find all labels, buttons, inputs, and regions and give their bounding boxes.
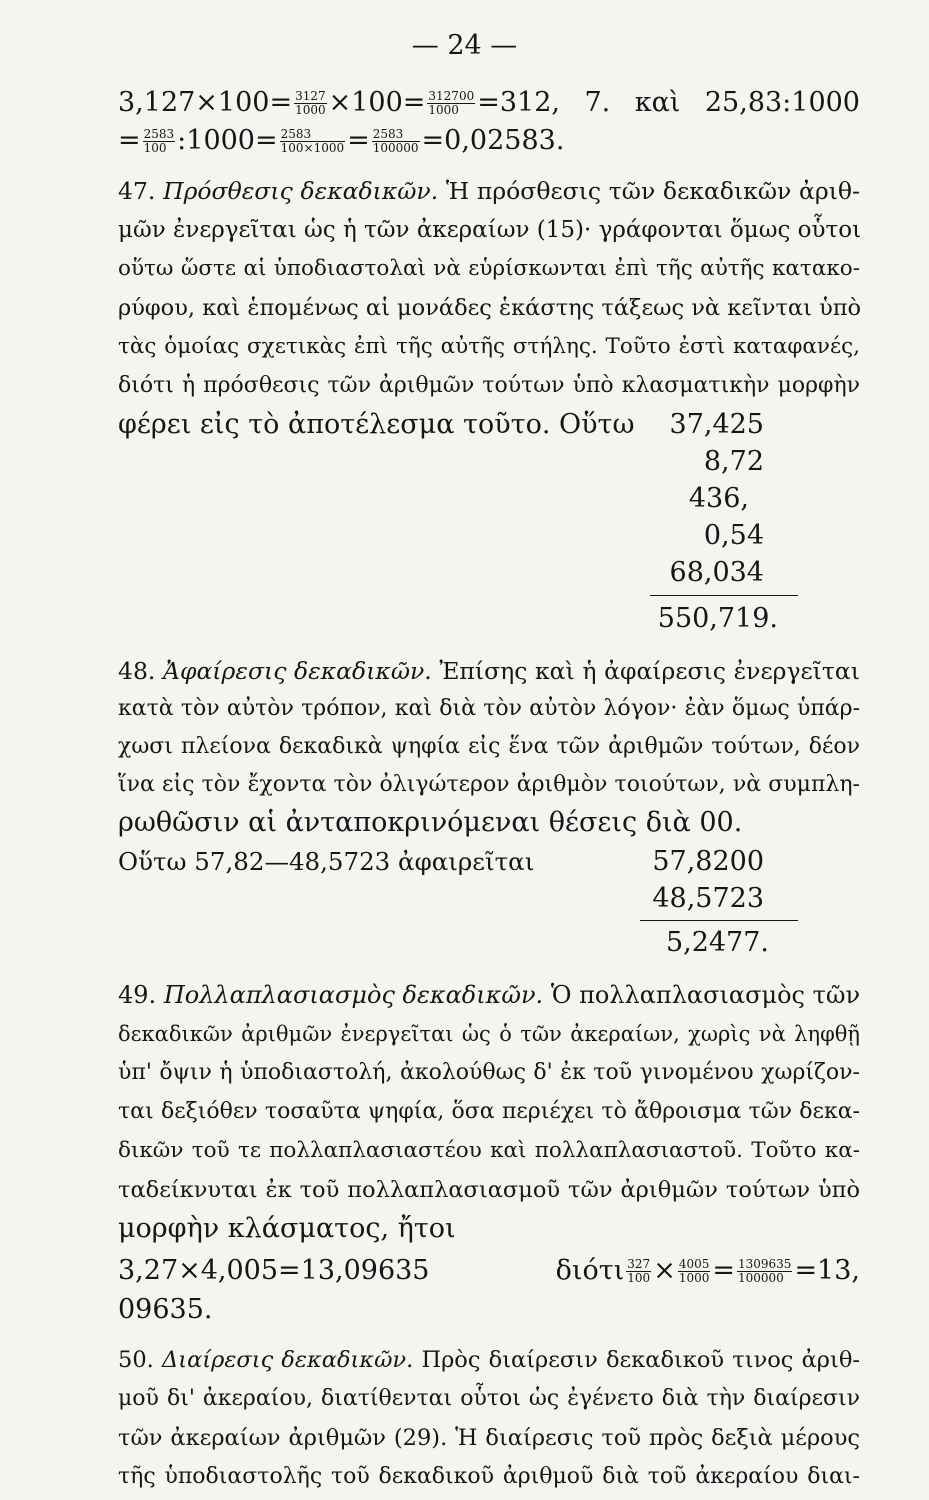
sum-rule	[650, 595, 798, 596]
equation-text: 3,27×4,005=13,09635 διότι	[118, 1255, 625, 1286]
section-title: Διαίρεσις δεκαδικῶν.	[162, 1347, 414, 1373]
fraction: $\frac{1309635}{100000}$	[737, 1257, 792, 1285]
equation-text: =	[118, 125, 141, 156]
equation-text: ×100=	[328, 87, 426, 118]
paragraph-text: Ὁ πολλαπλασιασμὸς τῶν	[550, 981, 861, 1009]
paragraph-line: δεκαδικῶν ἀριθμῶν ἐνεργεῖται ὡς ὁ τῶν ἀκεραίων, χωρὶς νὰ ληφθῇ	[118, 1022, 860, 1046]
section-47-heading-line	[118, 172, 860, 210]
section-number: 48.	[118, 657, 156, 685]
section-50-heading-line	[118, 1341, 860, 1379]
paragraph-line: ταδείκνυται ἐκ τοῦ πολλαπλασιασμοῦ τῶν ἀριθμῶν τούτων ὑπὸ	[118, 1177, 860, 1203]
subtraction-example: Οὕτω 57,82—48,5723 ἀφαιρεῖται	[118, 847, 535, 876]
paragraph-line: χωσι πλείονα δεκαδικὰ ψηφία εἰς ἕνα τῶν ἀριθμῶν τούτων, δέον	[118, 734, 860, 759]
section-48-heading-line	[118, 652, 860, 690]
paragraph-line: μορφὴν κλάσματος, ἤτοι	[118, 1213, 456, 1244]
equation-text: =312, 7. καὶ 25,83:1000	[477, 87, 860, 118]
fraction: $\frac{312700}{1000}$	[428, 89, 475, 117]
paragraph-line: μοῦ δι' ἀκεραίου, διατίθενται οὗτοι ὡς ἐγένετο διὰ τὴν διαίρεσιν	[118, 1386, 860, 1411]
fraction: $\frac{2583}{100000}$	[372, 127, 419, 155]
paragraph-text: Ἐπίσης καὶ ἡ ἀφαίρεσις ἐνεργεῖται	[439, 657, 860, 685]
paragraph-line: ται δεξιόθεν τοσαῦτα ψηφία, ὅσα περιέχει τὸ ἄθροισμα τῶν δεκα-	[118, 1099, 860, 1124]
paragraph-line: φέρει εἰς τὸ ἀποτέλεσμα τοῦτο. Οὕτω	[118, 409, 635, 440]
section-number: 47.	[118, 177, 156, 205]
addend: 0,54	[703, 520, 764, 551]
equation-text: =0,02583.	[421, 125, 565, 156]
paragraph-line: δικῶν τοῦ τε πολλαπλασιαστέου καὶ πολλαπλασιαστοῦ. Τοῦτο κα-	[118, 1138, 860, 1163]
fraction: $\frac{3127}{1000}$	[295, 89, 326, 117]
equation-text: :1000=	[177, 125, 278, 156]
page-number: — 24 —	[411, 30, 518, 61]
paragraph-line: διότι ἡ πρόσθεσις τῶν ἀριθμῶν τούτων ὑπὸ κλασματικὴν μορφὴν	[118, 373, 860, 398]
fraction: $\frac{327}{100}$	[627, 1257, 651, 1285]
multiplication-equation	[118, 1252, 860, 1290]
paragraph-text: Ἡ πρόσθεσις τῶν δεκαδικῶν ἀριθ-	[445, 177, 860, 205]
equation-text: =13,	[794, 1255, 860, 1286]
fraction: $\frac{2583}{100\times 1000}$	[280, 127, 345, 155]
equation-line-2	[118, 122, 860, 160]
fraction: $\frac{4005}{1000}$	[678, 1257, 710, 1285]
section-49-heading-line	[118, 976, 860, 1014]
equation-text: =	[712, 1255, 735, 1286]
subtrahend: 48,5723	[652, 883, 764, 914]
paragraph-line: ἵνα εἰς τὸν ἔχοντα τὸν ὀλιγώτερον ἀριθμὸν τοιούτων, νὰ συμπλη-	[118, 772, 860, 797]
difference-rule	[640, 920, 798, 921]
equation-text: ×	[653, 1255, 676, 1286]
equation-text: =	[347, 125, 370, 156]
section-title: Ἀφαίρεσις δεκαδικῶν.	[163, 657, 432, 685]
section-number: 49.	[118, 981, 157, 1009]
paragraph-line: μῶν ἐνεργεῖται ὡς ἡ τῶν ἀκεραίων (15)· γράφονται ὅμως οὗτοι	[118, 217, 862, 243]
paragraph-line: ρωθῶσιν αἱ ἀνταποκρινόμεναι θέσεις διὰ 00.	[118, 807, 743, 838]
paragraph-line: τῶν ἀκεραίων ἀριθμῶν (29). Ἡ διαίρεσις τοῦ πρὸς δεξιὰ μέρους	[118, 1425, 860, 1451]
equation-line-1	[118, 84, 860, 122]
difference-result: 5,2477.	[665, 927, 769, 958]
fraction: $\frac{2583}{100}$	[143, 127, 175, 155]
section-number: 50.	[118, 1347, 154, 1373]
addend: 436,	[688, 483, 749, 514]
paragraph-line: οὕτω ὥστε αἱ ὑποδιαστολαὶ νὰ εὑρίσκωνται ἐπὶ τῆς αὐτῆς κατακο-	[118, 256, 860, 281]
equation-continuation: 09635.	[118, 1294, 213, 1325]
addend: 37,425	[669, 409, 764, 440]
addend: 8,72	[703, 446, 764, 477]
minuend: 57,8200	[652, 846, 764, 877]
section-title: Πρόσθεσις δεκαδικῶν.	[163, 177, 439, 205]
paragraph-line: ρύφου, καὶ ἑπομένως αἱ μονάδες ἑκάστης τάξεως νὰ κεῖνται ὑπὸ	[118, 295, 862, 321]
paragraph-line: ὑπ' ὄψιν ἡ ὑποδιαστολή, ἀκολούθως δ' ἐκ τοῦ γινομένου χωρίζον-	[118, 1060, 860, 1085]
paragraph-line: τῆς ὑποδιαστολῆς τοῦ δεκαδικοῦ ἀριθμοῦ διὰ τοῦ ἀκεραίου διαι-	[118, 1464, 860, 1489]
addend: 68,034	[669, 557, 764, 588]
paragraph-line: κατὰ τὸν αὐτὸν τρόπον, καὶ διὰ τὸν αὐτὸν λόγον· ἐὰν ὅμως ὑπάρ-	[118, 696, 860, 721]
paragraph-line: τὰς ὁμοίας σχετικὰς ἐπὶ τῆς αὐτῆς στήλης. Τοῦτο ἐστὶ καταφανές,	[118, 334, 860, 359]
equation-text: 3,127×100=	[118, 87, 293, 118]
sum-result: 550,719.	[657, 603, 778, 634]
section-title: Πολλαπλασιασμὸς δεκαδικῶν.	[163, 981, 544, 1009]
paragraph-text: Πρὸς διαίρεσιν δεκαδικοῦ τινος ἀριθ-	[421, 1347, 860, 1373]
